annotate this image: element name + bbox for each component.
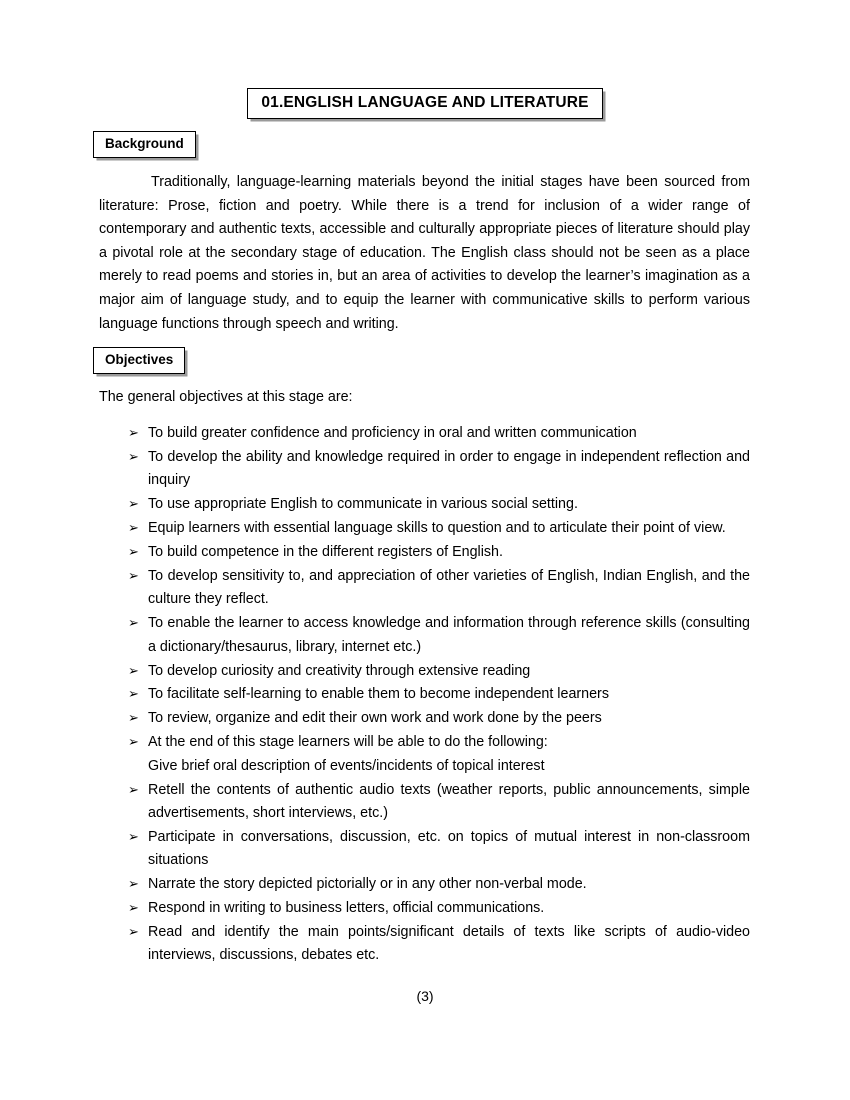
document-title-container bbox=[0, 88, 850, 119]
page-number: (3) bbox=[416, 988, 434, 1004]
objectives-list bbox=[99, 422, 750, 968]
section-heading-label-objectives: Objectives bbox=[105, 352, 174, 367]
section-heading-objectives bbox=[93, 347, 185, 374]
arrow-bullet-icon: ➢ bbox=[128, 521, 139, 537]
objectives-list-item-text: To review, organize and edit their own work and work done by the peers bbox=[148, 710, 602, 727]
objectives-list-item-text: Read and identify the main points/significant details of texts like scripts of audio-video interviews, discussions, debates etc. bbox=[148, 924, 750, 964]
objectives-list-item bbox=[99, 612, 750, 659]
objectives-list-item bbox=[99, 779, 750, 826]
arrow-bullet-icon: ➢ bbox=[128, 782, 139, 798]
arrow-bullet-icon: ➢ bbox=[128, 925, 139, 941]
objectives-list-item-text: To build greater confidence and proficiency in oral and written communication bbox=[148, 425, 637, 441]
objectives-list-item-text: To develop the ability and knowledge required in order to engage in independent reflection and inquiry bbox=[148, 448, 750, 489]
objectives-list-item-text: At the end of this stage learners will be able to do the following: bbox=[148, 734, 548, 751]
objectives-list-item-text: To develop curiosity and creativity through extensive reading bbox=[148, 662, 531, 679]
arrow-bullet-icon: ➢ bbox=[128, 616, 139, 632]
objectives-list-item bbox=[99, 731, 750, 778]
arrow-bullet-icon: ➢ bbox=[128, 901, 139, 917]
arrow-bullet-icon: ➢ bbox=[128, 497, 139, 513]
section-heading-label-background: Background bbox=[105, 136, 184, 151]
arrow-bullet-icon: ➢ bbox=[128, 687, 139, 703]
arrow-bullet-icon: ➢ bbox=[128, 426, 139, 441]
background-paragraph: Traditionally, language-learning materials beyond the initial stages have been sourced from literature: Prose, fiction and poetry. While there is a trend for inclusion of a wider range of contemporary and authentic texts, accessible and culturally appropriate pieces of literature should play a pivotal role at the secondary stage of education. The English class should not be seen as a place merely to read poems and stories in, but an area of activities to develop the learner’s imagination as a major aim of language study, and to equip the learner with communicative skills to perform various language functions through speech and writing. bbox=[99, 174, 750, 332]
arrow-bullet-icon: ➢ bbox=[128, 735, 139, 751]
objectives-list-item-text: Respond in writing to business letters, official communications. bbox=[148, 900, 545, 917]
section-heading-box-objectives bbox=[93, 347, 185, 374]
objectives-list-item bbox=[99, 422, 750, 445]
objectives-list-item-text: Narrate the story depicted pictorially or in any other non-verbal mode. bbox=[148, 876, 587, 893]
objectives-list-item bbox=[99, 921, 750, 968]
background-paragraph-container bbox=[99, 171, 750, 336]
objectives-list-item bbox=[99, 446, 750, 493]
objectives-list-item-text: To enable the learner to access knowledge and information through reference skills (consulting a dictionary/thesaurus, library, internet etc.) bbox=[148, 615, 750, 655]
document-title-box bbox=[247, 88, 602, 119]
objectives-list-item bbox=[99, 660, 750, 683]
section-heading-box-background bbox=[93, 131, 196, 158]
objectives-list-item-text: Equip learners with essential language skills to question and to articulate their point of view. bbox=[148, 520, 726, 537]
arrow-bullet-icon: ➢ bbox=[128, 711, 139, 727]
objectives-list-item bbox=[99, 897, 750, 920]
objectives-list-item-subline: Give brief oral description of events/incidents of topical interest bbox=[148, 757, 545, 774]
objectives-list-item-text: To develop sensitivity to, and appreciation of other varieties of English, Indian English, and the culture they reflect. bbox=[148, 567, 750, 608]
page-title: 01.ENGLISH LANGUAGE AND LITERATURE bbox=[261, 94, 589, 111]
arrow-bullet-icon: ➢ bbox=[128, 663, 139, 679]
arrow-bullet-icon: ➢ bbox=[128, 545, 139, 561]
objectives-list-item bbox=[99, 826, 750, 873]
objectives-lead-line: The general objectives at this stage are: bbox=[99, 389, 353, 405]
objectives-list-item-text: Retell the contents of authentic audio texts (weather reports, public announcements, simple advertisements, short interviews, etc.) bbox=[148, 781, 750, 821]
objectives-list-item bbox=[99, 517, 750, 540]
arrow-bullet-icon: ➢ bbox=[128, 829, 139, 845]
objectives-list-item bbox=[99, 873, 750, 896]
objectives-list-item-text: To use appropriate English to communicate in various social setting. bbox=[148, 496, 578, 513]
objectives-list-item bbox=[99, 683, 750, 706]
objectives-list-item-text: To build competence in the different registers of English. bbox=[148, 544, 503, 561]
objectives-list-item-text: To facilitate self-learning to enable them to become independent learners bbox=[148, 686, 609, 703]
objectives-list-item-text: Participate in conversations, discussion, etc. on topics of mutual interest in non-classroom situations bbox=[148, 828, 750, 869]
objectives-list-item bbox=[99, 565, 750, 612]
objectives-list-item bbox=[99, 707, 750, 730]
arrow-bullet-icon: ➢ bbox=[128, 877, 139, 893]
arrow-bullet-icon: ➢ bbox=[128, 568, 139, 584]
objectives-list-item bbox=[99, 541, 750, 564]
section-heading-background bbox=[93, 131, 196, 158]
objectives-list-item bbox=[99, 493, 750, 516]
arrow-bullet-icon: ➢ bbox=[128, 449, 139, 465]
